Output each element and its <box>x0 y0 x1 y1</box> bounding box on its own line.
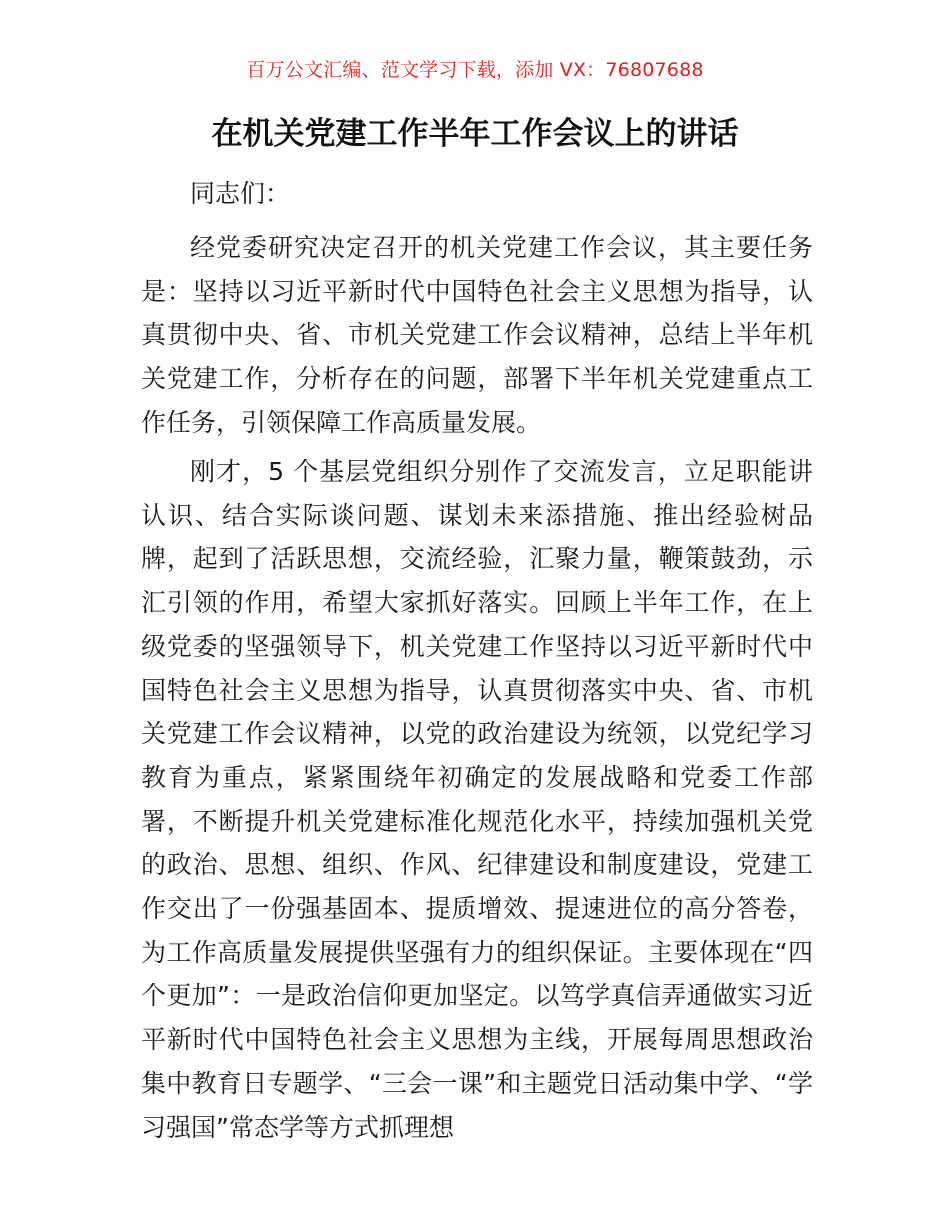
paragraph: 刚才，5 个基层党组织分别作了交流发言，立足职能讲认识、结合实际谈问题、谋划未来添措施、推出经验树品牌，起到了活跃思想，交流经验，汇聚力量，鞭策鼓劲，示汇引领的作用，希望大家抓好落实。回顾上半年工作，在上级党委的坚强领导下，机关党建工作坚持以习近平新时代中国特色社会主义思想为指导，认真贯彻落实中央、省、市机关党建工作会议精神，以党的政治建设为统领，以党纪学习教育为重点，紧紧围绕年初确定的发展战略和党委工作部署，不断提升机关党建标准化规范化水平，持续加强机关党的政治、思想、组织、作风、纪律建设和制度建设，党建工作交出了一份强基固本、提质增效、提速进位的高分答卷，为工作高质量发展提供坚强有力的组织保证。主要体现在“四个更加”：一是政治信仰更加坚定。以笃学真信弄通做实习近平新时代中国特色社会主义思想为主线，开展每周思想政治集中教育日专题学、“三会一课”和主题党日活动集中学、“学习强国”常态学等方式抓理想 <box>141 457 813 1142</box>
paragraph: 经党委研究决定召开的机关党建工作会议，其主要任务是：坚持以习近平新时代中国特色社会主义思想为指导，认真贯彻中央、省、市机关党建工作会议精神，总结上半年机关党建工作，分析存在的问题，部署下半年机关党建重点工作任务，引领保障工作高质量发展。 <box>141 233 813 437</box>
document-title: 在机关党建工作半年工作会议上的讲话 <box>211 116 739 152</box>
salutation: 同志们： <box>190 179 291 208</box>
header-note: 百万公文汇编、范文学习下载，添加 VX：76807688 <box>246 59 704 81</box>
